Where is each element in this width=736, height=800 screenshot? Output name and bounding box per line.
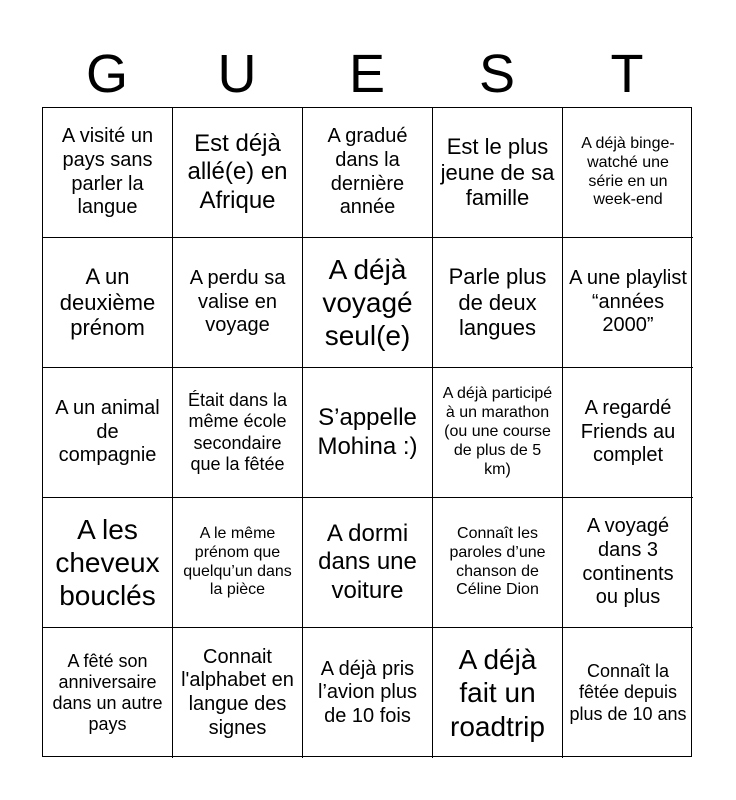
header-letter-g: G bbox=[85, 44, 128, 104]
bingo-cell[interactable]: A fêté son anniversaire dans un autre pays bbox=[43, 628, 173, 758]
bingo-cell[interactable]: A regardé Friends au complet bbox=[563, 368, 693, 498]
bingo-cell[interactable]: A déjà participé à un marathon (ou une course de plus de 5 km) bbox=[433, 368, 563, 498]
bingo-board bbox=[42, 107, 692, 757]
bingo-cell[interactable]: Connaît la fêtée depuis plus de 10 ans bbox=[569, 661, 687, 724]
bingo-cell[interactable]: Est déjà allé(e) en Afrique bbox=[173, 108, 303, 238]
bingo-cell[interactable]: A perdu sa valise en voyage bbox=[173, 238, 303, 368]
header-letter-e: E bbox=[348, 44, 386, 104]
bingo-cell[interactable]: Connaît les paroles d’une chanson de Céline Dion bbox=[433, 498, 563, 628]
header-letter-u: U bbox=[217, 44, 257, 104]
bingo-cell[interactable]: A déjà pris l’avion plus de 10 fois bbox=[303, 628, 433, 758]
bingo-cell[interactable]: Connait l'alphabet en langue des signes bbox=[173, 628, 303, 758]
bingo-cell[interactable]: A voyagé dans 3 continents ou plus bbox=[563, 498, 693, 628]
bingo-cell[interactable]: A dormi dans une voiture bbox=[303, 498, 433, 628]
bingo-cell[interactable]: A une playlist “années 2000” bbox=[563, 238, 693, 368]
bingo-cell[interactable]: Est le plus jeune de sa famille bbox=[433, 108, 563, 238]
bingo-cell[interactable]: A le même prénom que quelqu’un dans la pièce bbox=[173, 498, 303, 628]
bingo-cell[interactable]: A gradué dans la dernière année bbox=[303, 108, 433, 238]
bingo-header bbox=[42, 40, 692, 108]
bingo-cell[interactable]: A un animal de compagnie bbox=[43, 368, 173, 498]
bingo-cell[interactable]: Était dans la même école secondaire que la fêtée bbox=[173, 368, 303, 498]
bingo-cell[interactable]: A déjà voyagé seul(e) bbox=[303, 238, 433, 368]
bingo-cell[interactable]: A un deuxième prénom bbox=[43, 238, 173, 368]
bingo-cell[interactable]: A les cheveux bouclés bbox=[43, 498, 173, 628]
header-letter-t: T bbox=[610, 44, 644, 104]
bingo-cell[interactable]: S’appelle Mohina :) bbox=[303, 368, 433, 498]
bingo-cell[interactable]: A déjà fait un roadtrip bbox=[433, 628, 563, 758]
header-letter-s: S bbox=[478, 44, 516, 104]
bingo-cell[interactable]: A déjà binge-watché une série en un week-end bbox=[563, 108, 693, 238]
bingo-cell[interactable]: A visité un pays sans parler la langue bbox=[43, 108, 173, 238]
bingo-cell[interactable]: Parle plus de deux langues bbox=[433, 238, 563, 368]
